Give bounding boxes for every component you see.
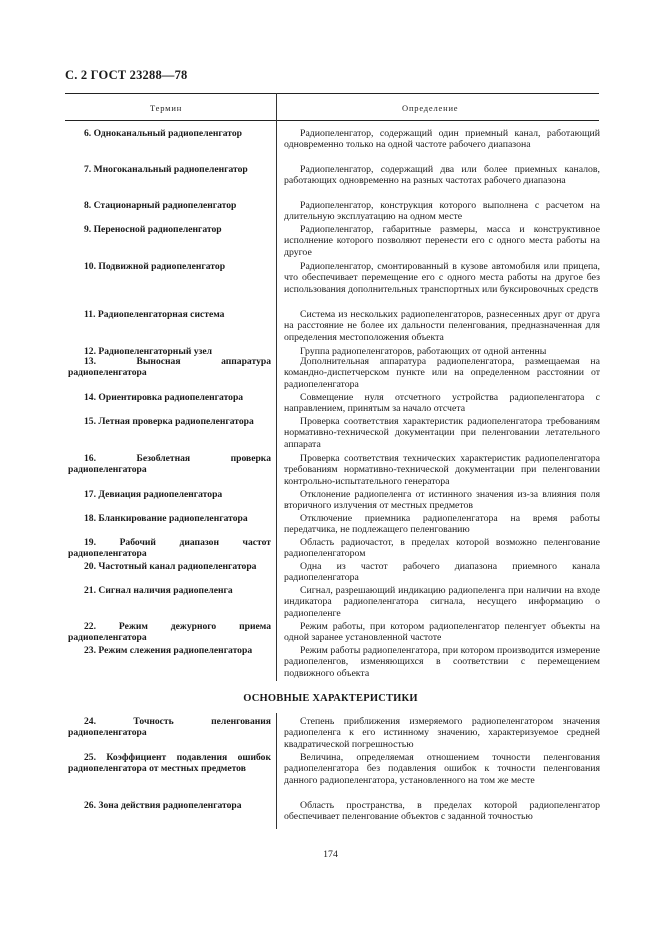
entry-definition: Область радиочастот, в пределах которой возможно пеленгование радиопеленгатором xyxy=(284,537,600,560)
entry-definition: Группа радиопеленгаторов, работающих от одной антенны xyxy=(300,346,547,357)
entry-definition: Степень приближения измеряемого радиопеленгатором значения радиопеленга к его истинному значению, характеризуемое средней квадратической погрешностью xyxy=(284,716,600,750)
entry-term: 25. Коэффициент подавления ошибок радиопеленгатора от местных предметов xyxy=(68,752,271,775)
entry-definition: Радиопеленгатор, содержащий один приемный канал, работающий одновременно только на одной частоте рабочего диапазона xyxy=(284,128,600,151)
entry-term: 12. Радиопеленгаторный узел xyxy=(84,346,213,357)
entry-definition: Область пространства, в пределах которой радиопеленгатор обеспечивает пеленгование объектов с заданной точностью xyxy=(284,800,600,823)
column-header-definition: Определение xyxy=(402,103,459,113)
entry-term: 18. Бланкирование радиопеленгатора xyxy=(84,513,248,524)
entry-term: 19. Рабочий диапазон частот радиопеленгатора xyxy=(68,537,271,560)
entry-term: 8. Стационарный радиопеленгатор xyxy=(84,200,237,211)
entry-term: 23. Режим слежения радиопеленгатора xyxy=(84,645,253,656)
entry-term: 6. Одноканальный радиопеленгатор xyxy=(84,128,242,139)
page-header: С. 2 ГОСТ 23288—78 xyxy=(65,68,188,82)
entry-term: 22. Режим дежурного приема радиопеленгатора xyxy=(68,621,271,644)
entry-definition: Радиопеленгатор, смонтированный в кузове автомобиля или прицепа, что обеспечивает перемещение его с одного места работы на другое без использования дополнительных транспортных или буксировочных средств xyxy=(284,261,600,295)
entry-definition: Режим работы, при котором радиопеленгатор пеленгует объекты на одной заранее установленной частоте xyxy=(284,621,600,644)
entry-definition: Проверка соответствия характеристик радиопеленгатора требованиям нормативно-технической документации при пеленговании летательного аппарата xyxy=(284,416,600,450)
entry-term: 21. Сигнал наличия радиопеленга xyxy=(84,585,233,596)
column-header-term: Термин xyxy=(150,103,183,113)
entry-definition: Радиопеленгатор, габаритные размеры, масса и конструктивное исполнение которого позволяют перенести его с одного места работы на другое xyxy=(284,224,600,258)
entry-definition: Одна из частот рабочего диапазона приемного канала радиопеленгатора xyxy=(284,561,600,584)
entry-definition: Радиопеленгатор, конструкция которого выполнена с расчетом на длительную эксплуатацию на одном месте xyxy=(284,200,600,223)
entry-term: 13. Выносная аппаратура радиопеленгатора xyxy=(68,356,271,379)
table-header-rule xyxy=(65,120,599,121)
entry-term: 16. Безоблетная проверка радиопеленгатора xyxy=(68,453,271,476)
entry-definition: Совмещение нуля отсчетного устройства радиопеленгатора с направлением, принятым за начало отсчета xyxy=(284,392,600,415)
entry-definition: Режим работы радиопеленгатора, при котором производится измерение радиопеленгов, изменяющихся в соответствии с перемещением подвижного объекта xyxy=(284,645,600,679)
entry-term: 17. Девиация радиопеленгатора xyxy=(84,489,223,500)
table-top-rule xyxy=(65,93,599,94)
entry-definition: Проверка соответствия технических характеристик радиопеленгатора требованиям нормативно-технической документации при пеленговании контрольно-испытательного генератора xyxy=(284,453,600,487)
entry-definition: Величина, определяемая отношением точности пеленгования радиопеленгатора без подавления ошибок к точности пеленгования данного радиопеленгатора, установленного на том же месте xyxy=(284,752,600,786)
entry-definition: Отключение приемника радиопеленгатора на время работы передатчика, не подлежащего пеленгованию xyxy=(284,513,600,536)
page-number: 174 xyxy=(323,849,338,860)
entry-definition: Радиопеленгатор, содержащий два или более приемных каналов, работающих одновременно на разных частотах рабочего диапазона xyxy=(284,164,600,187)
entry-term: 10. Подвижной радиопеленгатор xyxy=(84,261,226,272)
entry-term: 20. Частотный канал радиопеленгатора xyxy=(84,561,257,572)
entry-term: 14. Ориентировка радиопеленгатора xyxy=(84,392,244,403)
section-heading: ОСНОВНЫЕ ХАРАКТЕРИСТИКИ xyxy=(243,693,418,704)
entry-term: 24. Точность пеленгования радиопеленгатора xyxy=(68,716,271,739)
entry-term: 9. Переносной радиопеленгатор xyxy=(84,224,222,235)
entry-term: 26. Зона действия радиопеленгатора xyxy=(84,800,242,811)
entry-term: 15. Летная проверка радиопеленгатора xyxy=(84,416,254,427)
column-divider-lower xyxy=(276,713,277,829)
column-divider xyxy=(276,93,277,681)
entry-definition: Отклонение радиопеленга от истинного значения из-за влияния поля вторичного излучения от местных предметов xyxy=(284,489,600,512)
entry-term: 7. Многоканальный радиопеленгатор xyxy=(84,164,248,175)
entry-definition: Сигнал, разрешающий индикацию радиопеленга при наличии на входе индикатора радиопеленгатора сигнала, несущего информацию о радиопеленге xyxy=(284,585,600,619)
entry-definition: Дополнительная аппаратура радиопеленгатора, размещаемая на командно-диспетчерском пункте или на определенном расстоянии от радиопеленгатора xyxy=(284,356,600,390)
entry-term: 11. Радиопеленгаторная система xyxy=(84,309,225,320)
entry-definition: Система из нескольких радиопеленгаторов, разнесенных друг от друга на расстояние не более их дальности пеленгования, предназначенная для определения местоположения объекта xyxy=(284,309,600,343)
